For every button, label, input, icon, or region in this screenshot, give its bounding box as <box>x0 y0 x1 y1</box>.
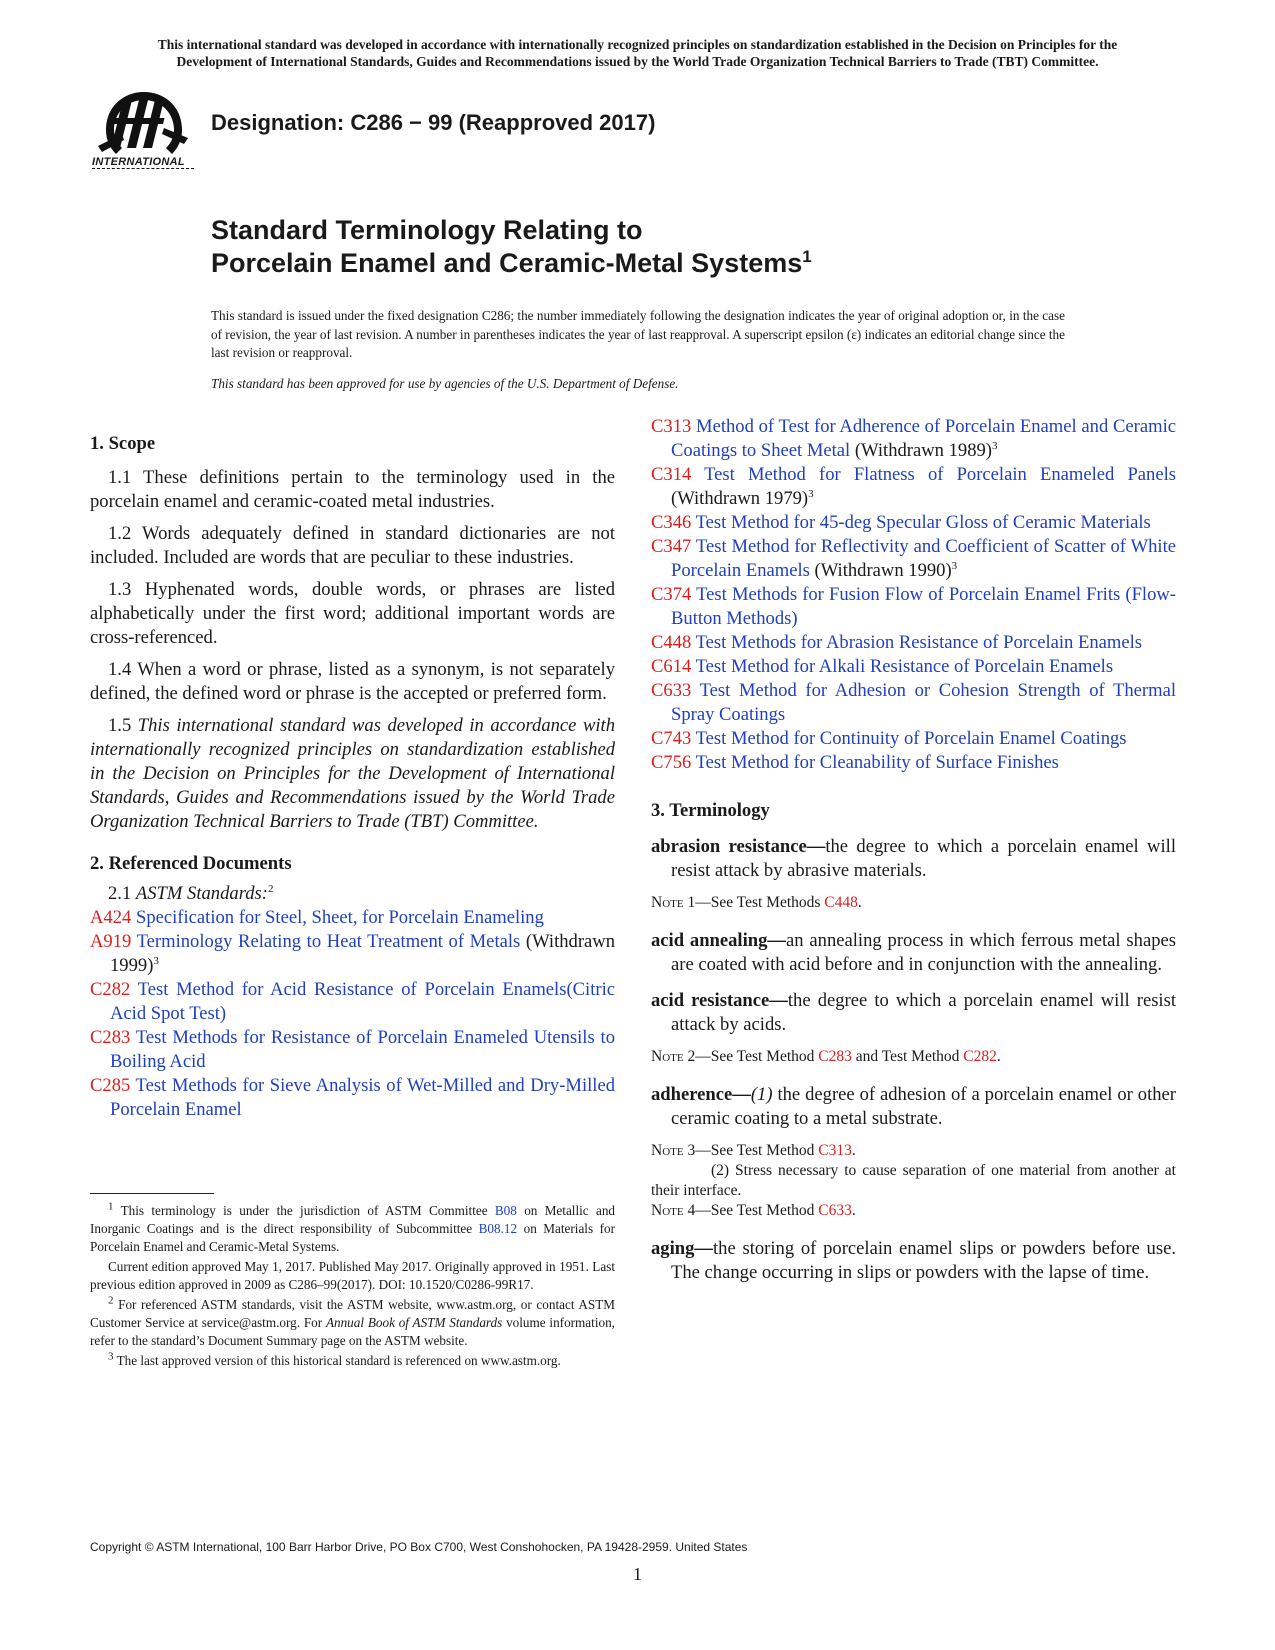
reference-title[interactable]: Test Method for 45-deg Specular Gloss of Ceramic Materials <box>695 512 1151 533</box>
term-adherence: adherence—(1) the degree of adhesion of a porcelain enamel or other ceramic coating to a metal substrate. <box>651 1084 1176 1129</box>
reference-c756[interactable] <box>651 751 1176 775</box>
reference-footnote-ref: 3 <box>991 439 998 452</box>
footnote-1-edition: Current edition approved May 1, 2017. Published May 2017. Originally approved in 1951. Last previous edition approved in 2009 as C286–99(2017). DOI: 10.1520/C0286-99R17. <box>90 1259 615 1292</box>
reference-title[interactable]: Test Methods for Abrasion Resistance of Porcelain Enamels <box>695 632 1143 653</box>
reference-code[interactable]: C282 <box>90 979 131 1000</box>
term-aging: aging—the storing of porcelain enamel slips or powders before use. The change occurring in slips or powders with the lapse of time. <box>651 1238 1176 1283</box>
title-footnote-ref: 1 <box>802 247 812 266</box>
reference-title[interactable]: Test Methods for Resistance of Porcelain Enameled Utensils to Boiling Acid <box>110 1027 615 1072</box>
scope-1-1: 1.1 These definitions pertain to the terminology used in the porcelain enamel and ceramic-coated metal industries. <box>90 467 615 512</box>
reference-code[interactable]: C314 <box>651 464 692 485</box>
title-line-1: Standard Terminology Relating to <box>211 215 643 245</box>
reference-code[interactable]: C633 <box>651 680 692 701</box>
reference-code[interactable]: C346 <box>651 512 692 533</box>
right-column <box>651 416 1177 1285</box>
term-abrasion-resistance: abrasion resistance—the degree to which a porcelain enamel will resist attack by abrasive materials. <box>651 836 1176 881</box>
scope-1-2: 1.2 Words adequately defined in standard dictionaries are not included. Included are words that are peculiar to these industries. <box>90 523 615 568</box>
footnote-3: $^3$ The last approved version of this historical standard is referenced on www.astm.org. <box>108 1350 561 1368</box>
note-2: Note 2—See Test Method C283 and Test Method C282. <box>651 1048 1001 1065</box>
link-c283[interactable]: C283 <box>818 1048 852 1065</box>
reference-status: (Withdrawn 1990) <box>814 560 952 581</box>
reference-code[interactable]: C448 <box>651 632 692 653</box>
reference-c283[interactable] <box>90 1026 615 1074</box>
link-c633[interactable]: C633 <box>818 1202 852 1219</box>
reference-c448[interactable] <box>651 631 1176 655</box>
reference-title[interactable]: Test Method for Cleanability of Surface Finishes <box>695 752 1059 773</box>
designation: Designation: C286 − 99 (Reapproved 2017) <box>211 110 656 135</box>
link-b08[interactable]: B08 <box>494 1203 517 1218</box>
reference-c347[interactable] <box>651 535 1176 583</box>
term-acid-resistance: acid resistance—the degree to which a porcelain enamel will resist attack by acids. <box>651 990 1176 1035</box>
reference-title[interactable]: Specification for Steel, Sheet, for Porcelain Enameling <box>135 907 544 928</box>
reference-code[interactable]: C756 <box>651 752 692 773</box>
note-4: Note 4—See Test Method C633. <box>651 1202 856 1219</box>
reference-a424[interactable] <box>90 906 615 930</box>
dod-note: This standard has been approved for use by agencies of the U.S. Department of Defense. <box>211 376 679 391</box>
reference-code[interactable]: C347 <box>651 536 692 557</box>
reference-code[interactable]: C614 <box>651 656 692 677</box>
reference-c282[interactable] <box>90 978 615 1026</box>
top-notice-line-1: This international standard was developed in accordance with internationally recognized principles on standardization established in the Decision on Principles for the <box>157 37 1118 52</box>
astm-logo <box>92 88 194 180</box>
reference-c285[interactable] <box>90 1074 615 1122</box>
logo-text: INTERNATIONAL <box>92 156 194 169</box>
reference-c614[interactable] <box>651 655 1176 679</box>
reference-c374[interactable] <box>651 583 1176 631</box>
reference-c313[interactable] <box>651 415 1176 463</box>
reference-code[interactable]: C374 <box>651 584 692 605</box>
footnote-1: $^1$ This terminology is under the jurisdiction of ASTM Committee B08 on Metallic and Inorganic Coatings and is the direct responsibility of Subcommittee B08.12 on Materials for Porcelain Enamel and Ceramic-Metal Systems. <box>90 1200 616 1254</box>
reference-a919[interactable] <box>90 930 615 978</box>
link-c448[interactable]: C448 <box>824 894 858 911</box>
terminology-heading: 3. Terminology <box>651 800 770 821</box>
note-3: Note 3—See Test Method C313. <box>651 1142 856 1159</box>
reference-title[interactable]: Test Methods for Sieve Analysis of Wet-Milled and Dry-Milled Porcelain Enamel <box>110 1075 615 1120</box>
reference-title[interactable]: Test Method for Reflectivity and Coefficient of Scatter of White Porcelain Enamels <box>671 536 1176 581</box>
footnotes <box>90 1202 615 1372</box>
reference-code[interactable]: C285 <box>90 1075 131 1096</box>
page-title <box>211 214 812 280</box>
reference-code[interactable]: C283 <box>90 1027 131 1048</box>
top-notice <box>90 36 1185 70</box>
page-number: 1 <box>633 1564 642 1584</box>
reference-code[interactable]: A919 <box>90 931 132 952</box>
adherence-definition-2: (2) Stress necessary to cause separation of one material from another at their interface. <box>651 1162 1176 1199</box>
reference-footnote-ref: 3 <box>808 487 814 500</box>
reference-title[interactable]: Test Methods for Fusion Flow of Porcelain Enamel Frits (Flow-Button Methods) <box>671 584 1176 629</box>
copyright: Copyright © ASTM International, 100 Barr Harbor Drive, PO Box C700, West Conshohocken, PA 19428-2959. United States <box>90 1540 748 1554</box>
reference-code[interactable]: C743 <box>651 728 692 749</box>
reference-footnote-ref: 3 <box>153 954 159 967</box>
reference-code[interactable]: C313 <box>651 416 692 437</box>
note-1: Note 1—See Test Methods C448. <box>651 894 862 911</box>
reference-status: (Withdrawn 1979) <box>671 488 809 509</box>
link-b08-12[interactable]: B08.12 <box>478 1221 518 1236</box>
reference-status: (Withdrawn 1989) <box>854 440 992 461</box>
link-c313[interactable]: C313 <box>818 1142 852 1159</box>
scope-1-4: 1.4 When a word or phrase, listed as a synonym, is not separately defined, the defined word or phrase is the accepted or preferred form. <box>90 659 615 704</box>
scope-1-3: 1.3 Hyphenated words, double words, or phrases are listed alphabetically under the first word; additional important words are cross-referenced. <box>90 579 615 648</box>
top-notice-line-2: Development of International Standards, Guides and Recommendations issued by the World Trade Organization Technical Barriers to Trade (TBT) Committee. <box>176 54 1099 69</box>
reference-c346[interactable] <box>651 511 1176 535</box>
scope-1-5: 1.5 This international standard was developed in accordance with internationally recognized principles on standardization established in the Decision on Principles for the Development of International Standards, Guides and Recommendations issued by the World Trade Organization Technical Barriers to Trade (TBT) Committee. <box>90 715 615 832</box>
reference-c633[interactable] <box>651 679 1176 727</box>
reference-title[interactable]: Test Method for Alkali Resistance of Porcelain Enamels <box>695 656 1114 677</box>
referenced-heading: 2. Referenced Documents <box>90 853 292 874</box>
reference-c743[interactable] <box>651 727 1176 751</box>
reference-title[interactable]: Test Method for Acid Resistance of Porcelain Enamels(Citric Acid Spot Test) <box>110 979 615 1024</box>
astm-standards-label: 2.1 ASTM Standards:$^2$ <box>108 882 274 904</box>
reference-status: (Withdrawn 1999) <box>110 931 615 976</box>
reference-title[interactable]: Terminology Relating to Heat Treatment of Metals <box>136 931 521 952</box>
issue-note: This standard is issued under the fixed designation C286; the number immediately following the designation indicates the year of original adoption or, in the case of revision, the year of last revision. A number in parentheses indicates the year of last reapproval. A superscript epsilon (ε) indicates an editorial change since the last revision or reapproval. <box>211 308 1065 360</box>
reference-title[interactable]: Test Method for Continuity of Porcelain Enamel Coatings <box>695 728 1127 749</box>
reference-c314[interactable] <box>651 463 1176 511</box>
reference-footnote-ref: 3 <box>951 559 958 572</box>
footnote-divider <box>90 1193 214 1194</box>
left-column <box>90 432 615 1122</box>
reference-title[interactable]: Test Method for Adhesion or Cohesion Strength of Thermal Spray Coatings <box>671 680 1176 725</box>
reference-code[interactable]: A424 <box>90 907 132 928</box>
term-acid-annealing: acid annealing—an annealing process in which ferrous metal shapes are coated with acid before and in conjunction with the annealing. <box>651 930 1176 975</box>
scope-heading: 1. Scope <box>90 433 156 454</box>
reference-title[interactable]: Method of Test for Adherence of Porcelain Enamel and Ceramic Coatings to Sheet Metal <box>671 416 1176 461</box>
reference-title[interactable]: Test Method for Flatness of Porcelain Enameled Panels <box>704 464 1177 485</box>
title-line-2: Porcelain Enamel and Ceramic-Metal Systems$^1$ <box>211 247 812 278</box>
footnote-2: $^2$ For referenced ASTM standards, visit the ASTM website, www.astm.org, or contact ASTM Customer Service at service@astm.org. For Annual Book of ASTM Standards volume information, refer to the standard’s Document Summary page on the ASTM website. <box>90 1294 616 1348</box>
link-c282[interactable]: C282 <box>963 1048 997 1065</box>
